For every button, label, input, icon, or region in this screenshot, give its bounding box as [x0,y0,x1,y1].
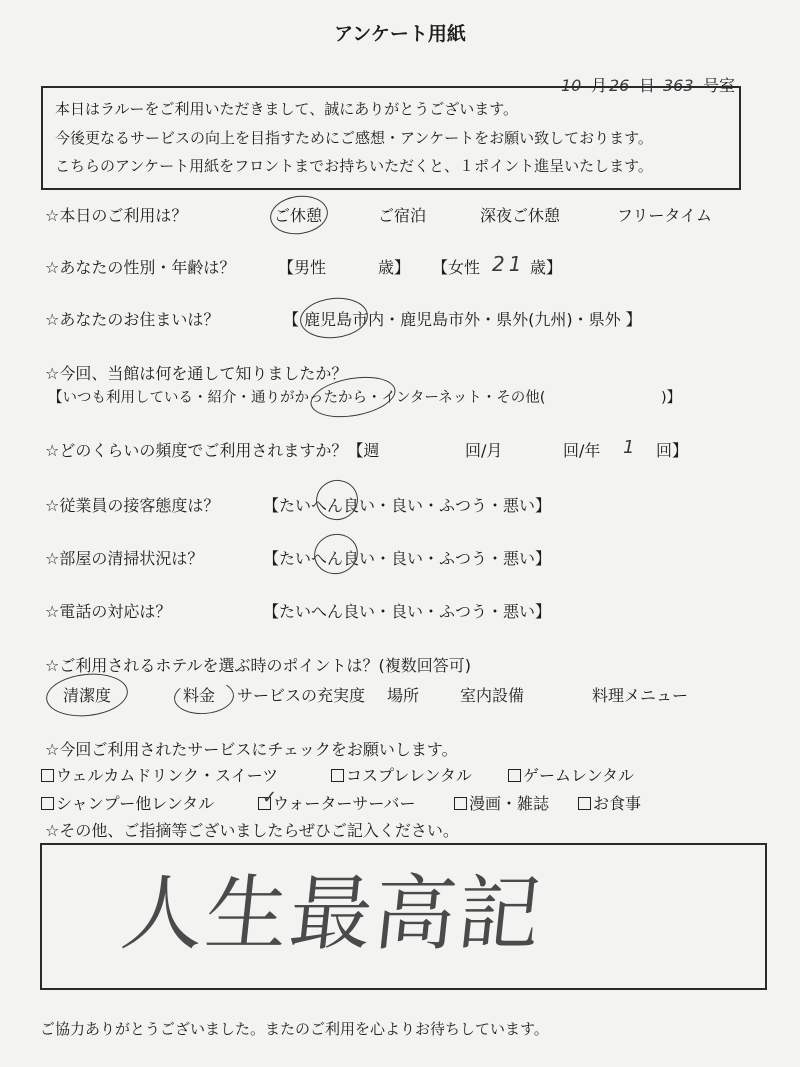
form-title: アンケート用紙 [334,23,466,45]
service-water-server[interactable] [258,794,416,814]
frequency-per-month: 回/月 [465,441,503,460]
service-welcome-drink-label: ウェルカムドリンク・スイーツ [56,766,279,785]
gender-male[interactable]: 【男性 [278,258,327,277]
q-points-label: ☆ご利用されるホテルを選ぶ時のポイントは？(複数回答可) [45,656,472,675]
checkbox-icon[interactable] [454,797,467,810]
intro-line-1: 本日はラルーをご利用いただきまして、誠にありがとうございます。 [55,100,519,118]
point-location[interactable]: 場所 [387,686,420,705]
point-price-circle-mark [173,678,235,716]
service-manga-label: 漫画・雑誌 [469,794,550,813]
footer-thanks: ご協力ありがとうございました。またのご利用を心よりお待ちしています。 [40,1020,549,1038]
room-circle-mark [310,529,363,579]
service-cosplay[interactable] [331,766,472,786]
service-welcome-drink[interactable] [41,766,278,786]
female-age-value: 21 [492,252,526,276]
residence-options[interactable]: 【 鹿児島市内・鹿児島市外・県外(九州)・県外 】 [283,310,642,329]
intro-line-3: こちらのアンケート用紙をフロントまでお持ちいただくと、１ポイント進呈いたします。 [55,157,653,175]
comment-handwriting: 人生最高記 [117,867,548,962]
point-price[interactable]: 料金 [183,686,216,705]
q-phone-label: ☆電話の対応は？ [45,602,172,621]
checkbox-icon[interactable] [41,797,54,810]
q-frequency-label: ☆どのくらいの頻度でご利用されますか？【週 [45,441,380,460]
source-options[interactable]: 【いつも利用している・紹介・通りがかったから・インターネット・その他( [48,390,546,406]
q-usage-label: ☆本日のご利用は？ [45,206,188,225]
checkmark-icon: ✓ [262,787,278,808]
usage-circle-mark [268,192,331,238]
staff-options[interactable]: 【たいへん良い・良い・ふつう・悪い】 [263,496,552,515]
q-staff-label: ☆従業員の接客態度は？ [45,496,220,515]
day-value: 26 [609,76,630,95]
q-residence-label: ☆あなたのお住まいは？ [45,310,220,329]
service-cosplay-label: コスプレレンタル [346,766,472,785]
service-manga[interactable] [454,794,549,814]
staff-circle-mark [312,475,363,525]
intro-box [41,86,741,190]
checkbox-icon[interactable] [331,769,344,782]
usage-option-rest[interactable]: ご休憩 [274,206,323,225]
comment-box[interactable] [40,843,767,990]
service-meal-label: お食事 [593,794,642,813]
phone-options[interactable]: 【たいへん良い・良い・ふつう・悪い】 [263,602,552,621]
q-room-label: ☆部屋の清掃状況は？ [45,549,204,568]
residence-circle-mark [298,295,370,342]
service-game-label: ゲームレンタル [523,766,634,785]
room-options[interactable]: 【たいへん良い・良い・ふつう・悪い】 [263,549,552,568]
checkbox-icon[interactable] [508,769,521,782]
service-meal[interactable] [578,794,641,814]
service-shampoo-label: シャンプー他レンタル [56,794,215,813]
gender-female-age-label: 歳】 [530,258,563,277]
q-services-label: ☆今回ご利用されたサービスにチェックをお願いします。 [45,740,458,759]
point-cleanliness-circle-mark [44,670,130,720]
point-facilities[interactable]: 室内設備 [460,686,525,705]
q-gender-label: ☆あなたの性別・年齢は？ [45,258,236,277]
checkbox-icon[interactable] [41,769,54,782]
frequency-per-year: 回/年 [563,441,601,460]
room-label: 号室 [703,76,736,95]
point-cleanliness[interactable]: 清潔度 [63,686,112,705]
month-value: 10 [561,76,582,95]
room-value: 363 [663,76,694,95]
checkbox-icon[interactable] [578,797,591,810]
gender-female[interactable]: 【女性 [432,258,481,277]
gender-male-age-label: 歳】 [378,258,411,277]
intro-line-2: 今後更なるサービスの向上を目指すためにご感想・アンケートをお願い致しております。 [55,129,653,147]
usage-option-stay[interactable]: ご宿泊 [378,206,427,225]
point-menu[interactable]: 料理メニュー [592,686,689,705]
frequency-last: 回】 [656,441,689,460]
usage-option-free-time[interactable]: フリータイム [617,206,713,225]
service-game[interactable] [508,766,634,786]
q-source-label: ☆今回、当館は何を通して知りましたか？ [45,364,348,383]
frequency-year-value: 1 [623,437,635,458]
usage-option-late-rest[interactable]: 深夜ご休憩 [480,206,561,225]
q-other-label: ☆その他、ご指摘等ございましたらぜひご記入ください。 [45,821,459,840]
month-label: 月 [591,76,608,95]
source-close: )】 [661,390,682,406]
service-shampoo[interactable] [41,794,214,814]
service-water-server-label: ウォーターサーバー [273,794,416,813]
point-service[interactable]: サービスの充実度 [237,686,366,705]
day-label: 日 [639,76,656,95]
